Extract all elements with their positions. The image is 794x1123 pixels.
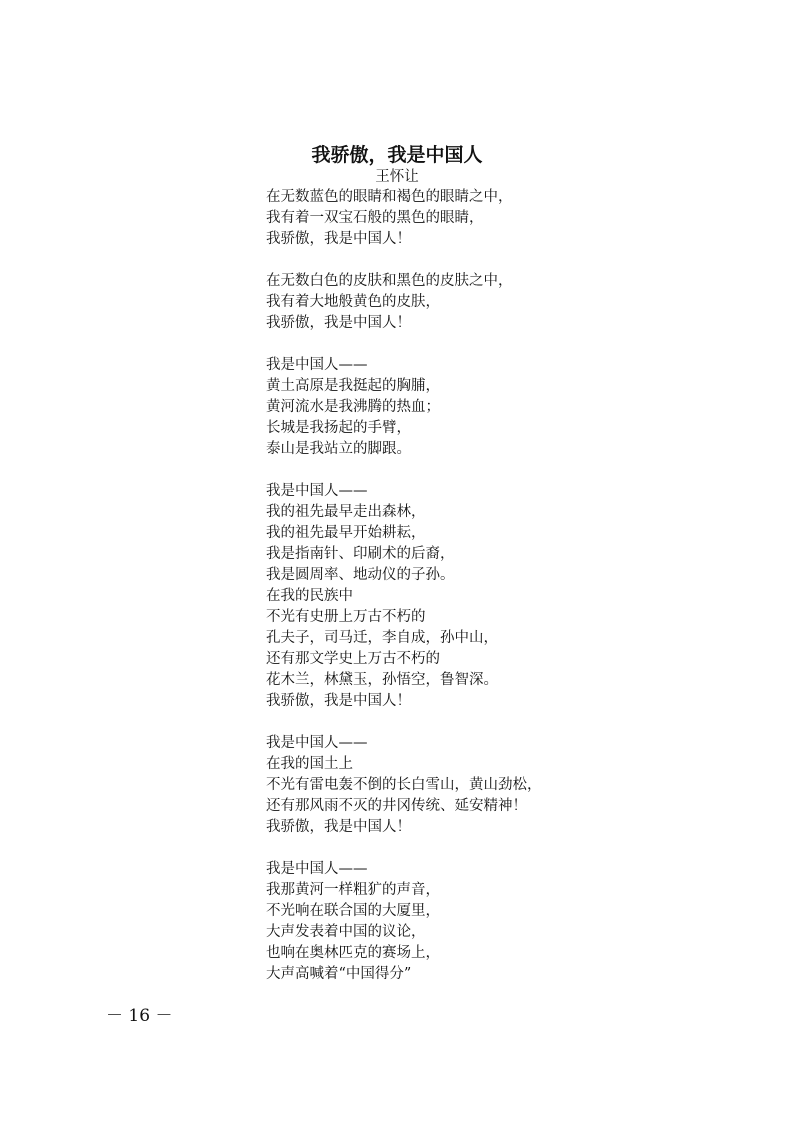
poem-line: 还有那风雨不灭的井冈传统、延安精神！ <box>266 798 527 814</box>
poem-line: 在我的国土上 <box>266 756 353 772</box>
poem-line: 不光有雷电轰不倒的长白雪山，黄山劲松， <box>266 777 542 793</box>
poem-line <box>266 334 686 355</box>
poem-line <box>266 712 686 733</box>
poem-line: 我是中国人—— <box>266 735 368 751</box>
poem-line: 长城是我扬起的手臂， <box>266 420 411 436</box>
poem-line: 我有着大地般黄色的皮肤， <box>266 294 440 310</box>
poem-line: 不光有史册上万古不朽的 <box>266 609 426 625</box>
poem-line: 黄土高原是我挺起的胸脯， <box>266 378 440 394</box>
poem-author: 王怀让 <box>375 169 419 185</box>
page-number: － 16 － <box>106 1006 173 1026</box>
poem-line: 不光响在联合国的大厦里， <box>266 903 440 919</box>
poem-line: 也响在奥林匹克的赛场上， <box>266 945 440 961</box>
poem-line: 在无数蓝色的眼睛和褐色的眼睛之中， <box>266 189 513 205</box>
poem-line: 我那黄河一样粗犷的声音， <box>266 882 440 898</box>
poem-title: 我骄傲，我是中国人 <box>311 144 483 166</box>
poem-line: 我是中国人—— <box>266 861 368 877</box>
poem-line: 在我的民族中 <box>266 588 353 604</box>
poem-line: 花木兰，林黛玉，孙悟空，鲁智深。 <box>266 672 498 688</box>
poem-line: 我是中国人—— <box>266 483 368 499</box>
poem-line: 大声高喊着“中国得分” <box>266 966 412 982</box>
poem-line: 黄河流水是我沸腾的热血； <box>266 399 440 415</box>
poem-line: 在无数白色的皮肤和黑色的皮肤之中， <box>266 273 513 289</box>
poem-line: 孔夫子，司马迁，李自成，孙中山， <box>266 630 498 646</box>
poem-body <box>266 187 686 985</box>
poem-line: 我骄傲，我是中国人！ <box>266 693 411 709</box>
poem-line: 我是圆周率、地动仪的子孙。 <box>266 567 455 583</box>
poem-line: 我的祖先最早走出森林， <box>266 504 426 520</box>
poem-line: 我骄傲，我是中国人！ <box>266 315 411 331</box>
poem-line: 我是指南针、印刷术的后裔， <box>266 546 455 562</box>
poem-line: 我骄傲，我是中国人！ <box>266 819 411 835</box>
poem-line <box>266 460 686 481</box>
poem-line <box>266 250 686 271</box>
poem-line: 我的祖先最早开始耕耘， <box>266 525 426 541</box>
poem-line <box>266 838 686 859</box>
poem-line: 我骄傲，我是中国人！ <box>266 231 411 247</box>
poem-line: 我有着一双宝石般的黑色的眼睛， <box>266 210 484 226</box>
poem-line: 还有那文学史上万古不朽的 <box>266 651 440 667</box>
poem-line: 大声发表着中国的议论， <box>266 924 426 940</box>
poem-line: 泰山是我站立的脚跟。 <box>266 441 411 457</box>
poem-line: 我是中国人—— <box>266 357 368 373</box>
